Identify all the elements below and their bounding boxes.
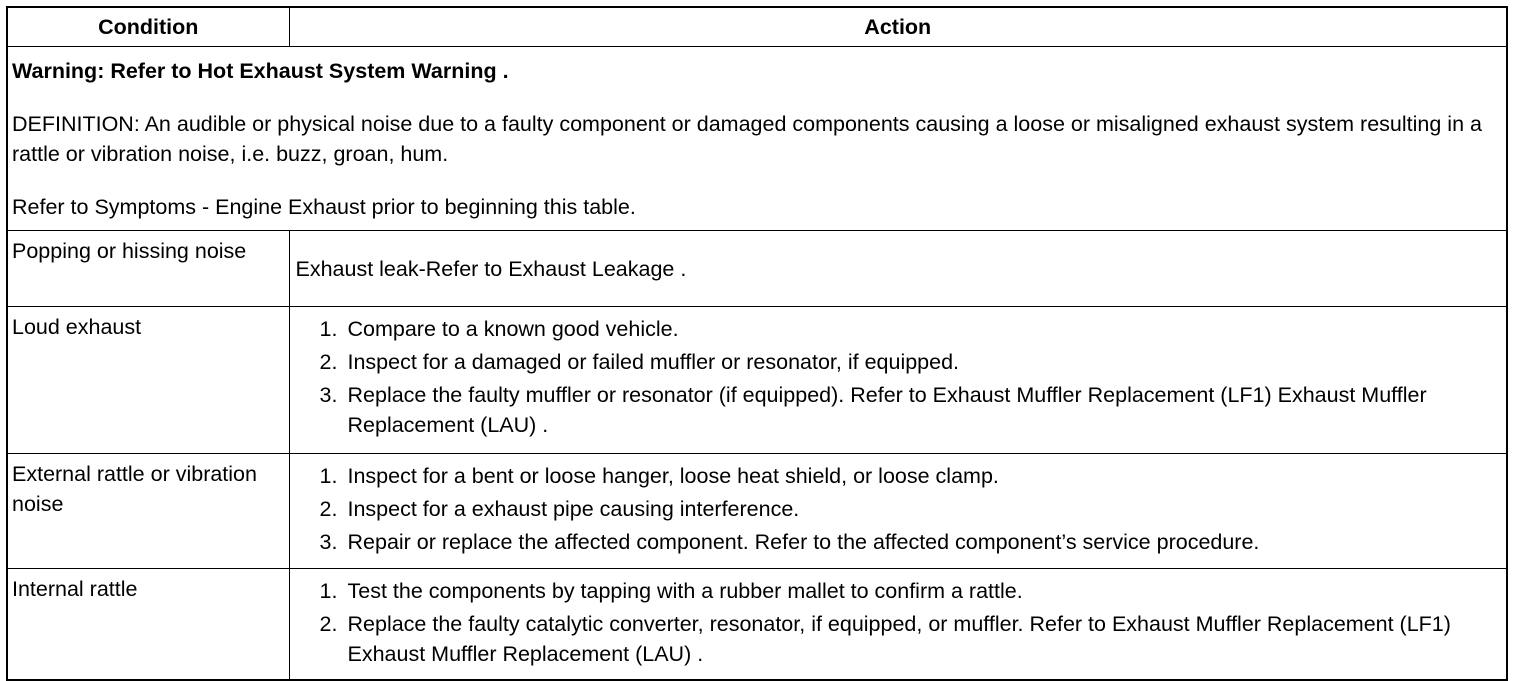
action-step: Inspect for a bent or loose hanger, loose heat shield, or loose clamp.	[347, 464, 999, 488]
action-step: Inspect for a exhaust pipe causing interference.	[347, 497, 800, 521]
definition-note: DEFINITION: An audible or physical noise due to a faulty component or damaged components causing a loose or misaligned exhaust system resulting in a rattle or vibration noise, i.e. buzz, groan, hum.	[12, 112, 1482, 166]
warning-note: Warning: Refer to Hot Exhaust System Warning .	[12, 59, 509, 83]
condition-cell: Loud exhaust	[7, 307, 289, 454]
diagnostic-table	[6, 6, 1508, 681]
table-row	[7, 569, 1507, 681]
condition-header: Condition	[7, 7, 289, 47]
action-step: Replace the faulty catalytic converter, resonator, if equipped, or muffler. Refer to Exhaust Muffler Replacement (LF1) Exhaust Muffler Replacement (LAU) .	[347, 612, 1451, 666]
action-step: Repair or replace the affected component. Refer to the affected component’s service procedure.	[347, 530, 1260, 554]
action-cell	[289, 569, 1507, 681]
action-step: Replace the faulty muffler or resonator (if equipped). Refer to Exhaust Muffler Replacement (LF1) Exhaust Muffler Replacement (LAU) .	[347, 383, 1427, 437]
condition-cell: Popping or hissing noise	[7, 231, 289, 307]
action-cell: Exhaust leak-Refer to Exhaust Leakage .	[289, 231, 1507, 307]
table-row	[7, 307, 1507, 454]
action-cell	[289, 454, 1507, 569]
table-row	[7, 454, 1507, 569]
table-row	[7, 231, 1507, 307]
action-cell	[289, 307, 1507, 454]
condition-cell: Internal rattle	[7, 569, 289, 681]
action-step: Compare to a known good vehicle.	[347, 317, 679, 341]
action-header: Action	[289, 7, 1507, 47]
reference-note: Refer to Symptoms - Engine Exhaust prior to beginning this table.	[12, 195, 636, 219]
action-steps	[294, 576, 1507, 669]
header-row	[7, 7, 1507, 47]
notes-cell	[7, 47, 1507, 231]
action-step: Test the components by tapping with a rubber mallet to confirm a rattle.	[347, 579, 1023, 603]
action-steps	[294, 461, 1507, 557]
action-step: Inspect for a damaged or failed muffler or resonator, if equipped.	[347, 350, 960, 374]
notes-row	[7, 47, 1507, 231]
condition-cell: External rattle or vibration noise	[7, 454, 289, 569]
action-steps	[294, 314, 1507, 440]
